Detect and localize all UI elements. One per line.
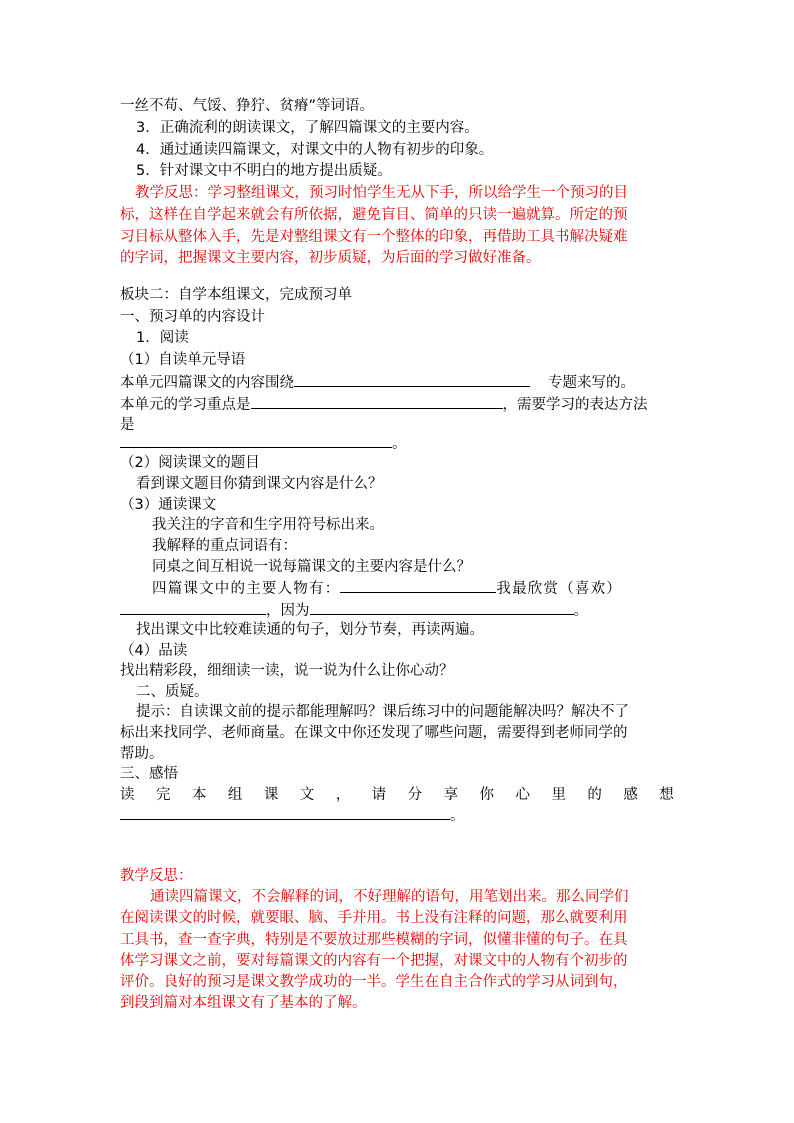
reflection-2-line-5: 评价。良好的预习是课文教学成功的一半。学生在自主合作式的学习从词到句， [120,974,628,990]
feel-char: 感 [623,787,638,803]
feel-char: 文 [299,787,315,803]
r3b-text: 我解释的重点词语有： [152,538,297,554]
r1b-post: ，需要学习的表达方法 [502,397,648,413]
goal-4: 4．通过通读四篇课文，对课文中的人物有初步的印象。 [136,142,494,158]
r3d-post: 我最欣赏（喜欢） [496,581,623,597]
r1c-post: 。 [392,436,407,452]
section-3-heading: 三、感悟 [120,766,178,782]
r3c-text: 同桌之间互相说一说每篇课文的主要内容是什么？ [152,559,471,575]
focus-blank-field[interactable] [251,392,503,409]
read-heading: 1．阅读 [136,330,189,346]
text-line: 一丝不苟、气馁、狰狞、贫瘠”等词语。 [120,98,375,114]
feel-char: 享 [443,787,459,803]
reason-blank-field[interactable] [310,598,574,615]
reflection-1-line-2: 标，这样在自学起来就会有所依据，避免盲目、简单的只读一遍就算。所定的预 [120,207,628,223]
theme-blank-field[interactable] [294,370,530,387]
r3f-text: 找出课文中比较难读通的句子，划分节奏，再读两遍。 [136,622,484,638]
r1-heading: （1）自读单元导语 [120,352,246,368]
r3d-pre: 四篇课文中的主要人物有： [152,581,341,597]
r1c-pre: 是 [120,417,135,433]
r1b-pre: 本单元的学习重点是 [120,397,251,413]
r1a-post: 专题来写的。 [548,375,635,391]
feel-char: 想 [659,787,674,803]
feel-char: 请 [371,787,387,803]
reflection-1-line-3: 习目标从整体入手，先是对整组课文有一个整体的印象，再借助工具书解决疑难 [120,229,628,245]
tip-line-3: 帮助。 [120,746,164,762]
tip-line-1: 提示：自读课文前的提示都能理解吗？课后练习中的问题能解决吗？解决不了 [136,704,629,720]
method-blank-field[interactable] [120,431,392,448]
reflection-2-line-4: 体学习课文之前，要对每篇课文的内容有一个把握，对课文中的人物有个初步的 [120,953,628,969]
favorite-blank-field[interactable] [120,598,266,615]
feel-char: 里 [551,787,566,803]
goal-5: 5．针对课文中不明白的地方提出质疑。 [136,163,392,179]
reflection-2-line-6: 到段到篇对本组课文有了基本的了解。 [120,995,367,1011]
feel-char: 课 [263,787,279,803]
feel-char: 的 [587,787,602,803]
reflection-2-line-2: 在阅读课文的时候，就要眼、脑、手并用。书上没有注释的问题，那么就要利用 [120,910,628,926]
r3a-text: 我关注的字音和生字用符号标出来。 [152,517,384,533]
feel-char: 完 [155,787,171,803]
reflection-1-line-1: 教学反思：学习整组课文，预习时怕学生无从下手，所以给学生一个预习的目 [135,185,628,201]
reflection-2-line-3: 工具书，查一查字典，特别是不要放过那些模糊的字词，似懂非懂的句子。在具 [120,932,628,948]
r2-heading: （2）阅读课文的题目 [120,455,260,471]
reflection-2-title: 教学反思： [120,868,193,884]
feel-char: 你 [479,787,495,803]
goal-3: 3．正确流利的朗读课文，了解四篇课文的主要内容。 [136,120,479,136]
feel-blank-line [120,803,465,827]
reflection-2-line-1: 通读四篇课文，不会解释的词，不好理解的语句，用笔划出来。那么同学们 [150,889,629,905]
block-2-heading: 板块二：自学本组课文，完成预习单 [120,287,352,303]
r3-heading: （3）通读课文 [120,497,217,513]
feel-end: 。 [450,808,465,824]
reflection-1-line-4: 的字词，把握课文主要内容，初步质疑，为后面的学习做好准备。 [120,250,541,266]
tip-line-2: 标出来找同学、老师商量。在课文中你还发现了哪些问题，需要得到老师同学的 [120,725,628,741]
feel-char: 心 [515,787,530,803]
r4a-text: 找出精彩段，细细读一读，说一说为什么让你心动？ [120,663,454,679]
r1a-line [120,370,635,394]
r4-heading: （4）品读 [120,643,188,659]
feel-char: 读 [120,787,135,803]
section-2-heading: 二、质疑。 [136,684,209,700]
feel-char: 分 [407,787,423,803]
feel-char: ， [335,787,351,803]
section-1-heading: 一、预习单的内容设计 [120,309,265,325]
r1b-line [120,392,648,416]
feel-char: 本 [191,787,207,803]
feeling-blank-field[interactable] [120,803,450,820]
feel-char: 组 [227,787,243,803]
r3d-line [152,576,622,600]
r3e-post: 。 [573,603,588,619]
r2a-text: 看到课文题目你猜到课文内容是什么？ [136,476,383,492]
r3e-mid: ，因为 [266,603,310,619]
characters-blank-field[interactable] [340,576,496,593]
r1a-pre: 本单元四篇课文的内容围绕 [120,375,294,391]
